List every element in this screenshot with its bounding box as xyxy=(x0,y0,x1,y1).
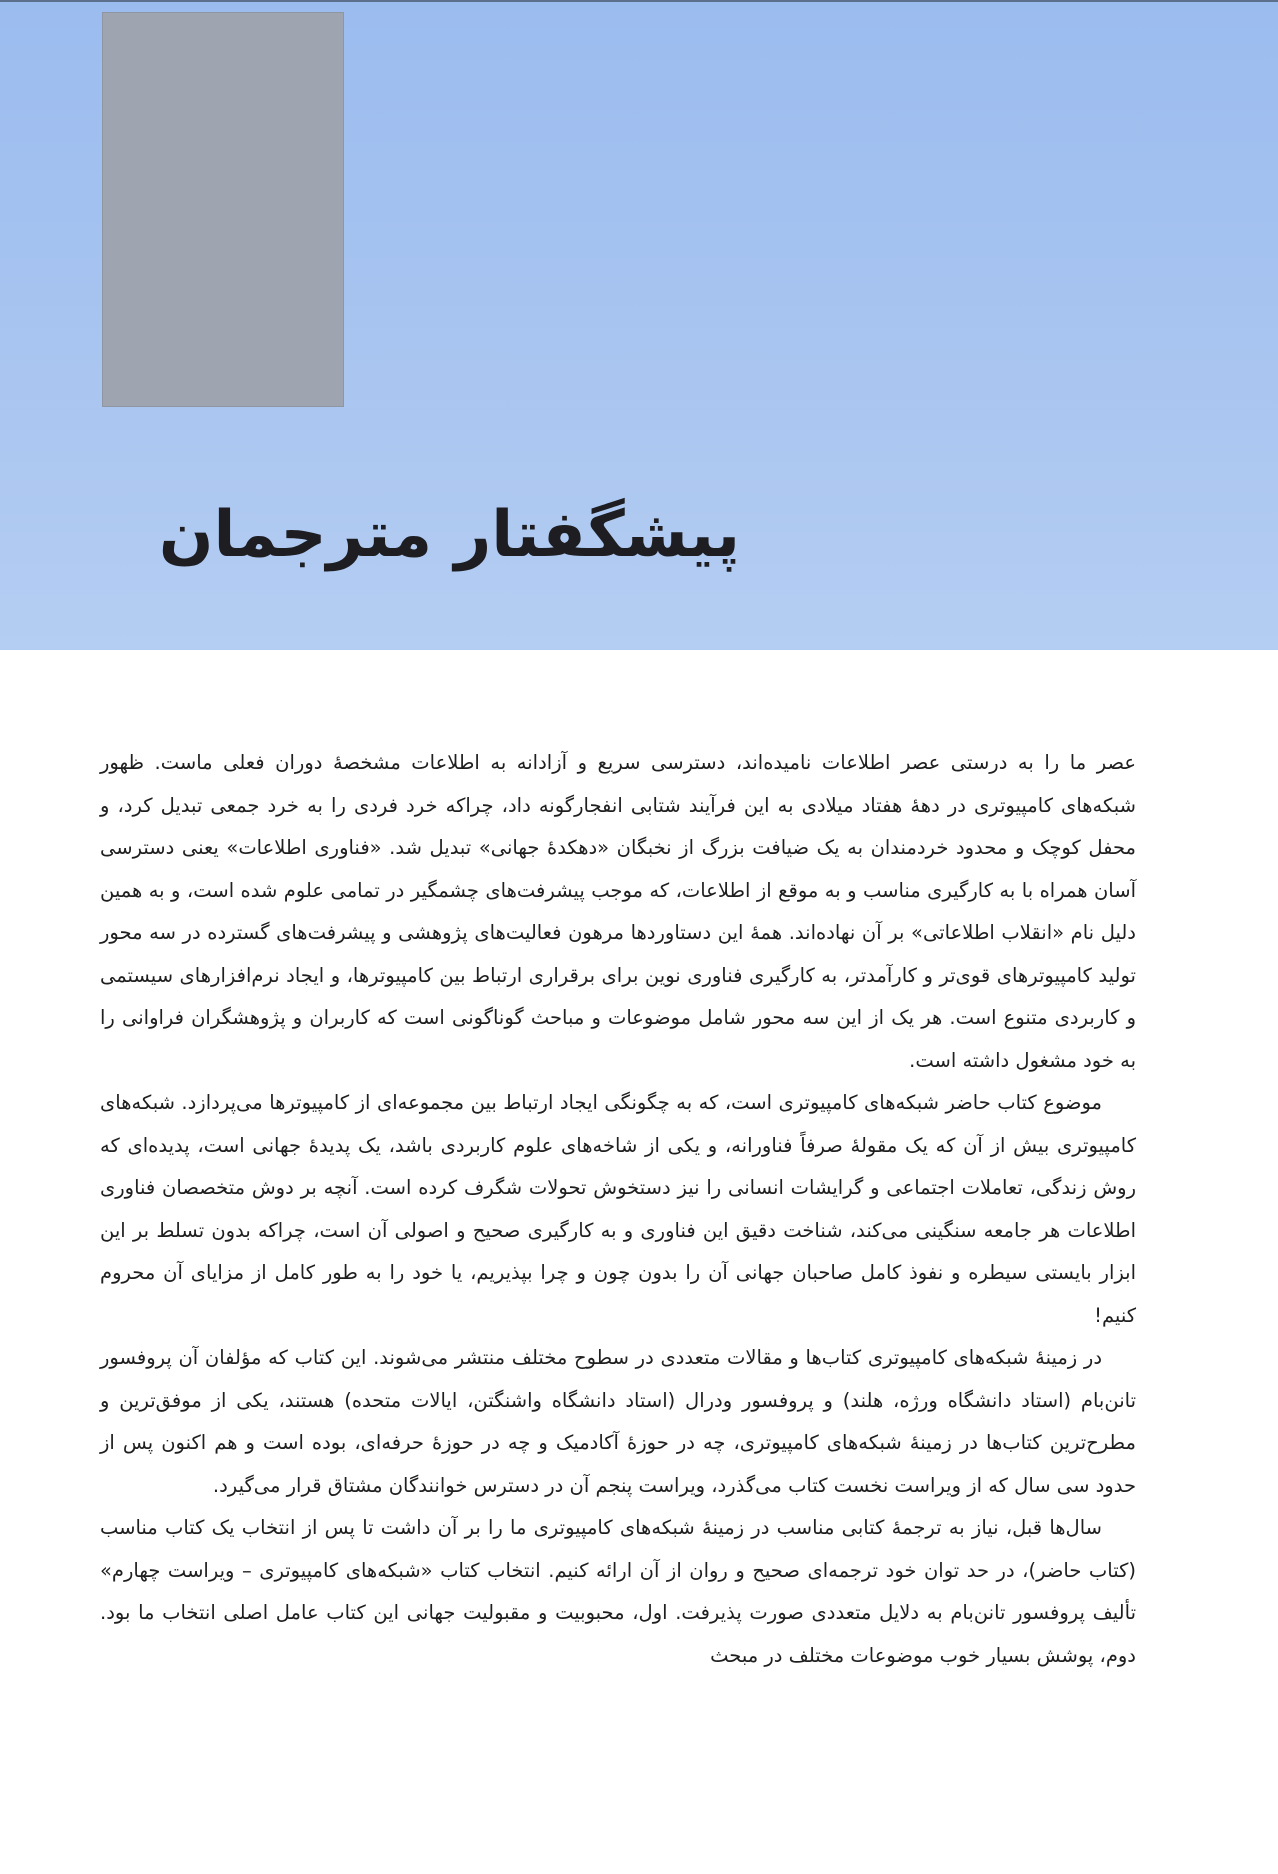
chapter-title: پیشگفتار مترجمان xyxy=(158,498,740,572)
paragraph-1: عصر ما را به درستی عصر اطلاعات نامیده‌اند، دسترسی سریع و آزادانه به اطلاعات مشخصهٔ دوران فعلی ماست. ظهور شبکه‌های کامپیوتری در دههٔ هفتاد میلادی به این فرآیند شتابی انفجارگونه داد، چراکه خرد فردی را به خرد جمعی تبدیل کرد، و محفل کوچک و محدود خردمندان به یک ضیافت بزرگ از نخبگان «دهکدهٔ جهانی» تبدیل شد. «فناوری اطلاعات» یعنی دسترسی آسان همراه با به کارگیری مناسب و به موقع از اطلاعات، که موجب پیشرفت‌های چشمگیر در تمامی علوم شده است، و به همین دلیل نام «انقلاب اطلاعاتی» بر آن نهاده‌اند. همهٔ این دستاوردها مرهون فعالیت‌های پژوهشی و پیشرفت‌های گسترده در سه محور تولید کامپیوترهای قوی‌تر و کارآمدتر، به کارگیری فناوری نوین برای برقراری ارتباط بین کامپیوترها، و ایجاد نرم‌افزارهای سیستمی و کاربردی متنوع است. هر یک از این سه محور شامل موضوعات و مباحث گوناگونی است که کاربران و پژوهشگران فراوانی را به خود مشغول داشته است. xyxy=(100,751,1136,1072)
paragraph-4: سال‌ها قبل، نیاز به ترجمهٔ کتابی مناسب در زمینهٔ شبکه‌های کامپیوتری ما را بر آن داشت تا پس از انتخاب یک کتاب مناسب (کتاب حاضر)، در حد توان خود ترجمه‌ای صحیح و روان از آن ارائه کنیم. انتخاب کتاب «شبکه‌های کامپیوتری – ویراست چهارم» تألیف پروفسور تانن‌بام به دلایل متعددی صورت پذیرفت. اول، محبوبیت و مقبولیت جهانی این کتاب عامل اصلی انتخاب ما بود. دوم، پوشش بسیار خوب موضوعات مختلف در مبحث xyxy=(100,1516,1136,1667)
decorative-gray-block xyxy=(102,12,344,407)
paragraph-2: موضوع کتاب حاضر شبکه‌های کامپیوتری است، که به چگونگی ایجاد ارتباط بین مجموعه‌ای از کامپیوترها می‌پردازد. شبکه‌های کامپیوتری بیش از آن که یک مقولهٔ صرفاً فناورانه، و یکی از شاخه‌های علوم کاربردی باشد، یک پدیدهٔ جهانی است، پدیده‌ای که روش زندگی، تعاملات اجتماعی و گرایشات انسانی را نیز دستخوش تحولات شگرف کرده است. آنچه بر دوش متخصصان فناوری اطلاعات هر جامعه سنگینی می‌کند، شناخت دقیق این فناوری و به کارگیری صحیح و اصولی آن است، چراکه بدون تسلط بر این ابزار بایستی سیطره و نفوذ کامل صاحبان جهانی آن را بدون چون و چرا بپذیریم، یا خود را به طور کامل از مزایای آن محروم کنیم! xyxy=(100,1091,1136,1327)
chapter-header-band xyxy=(0,0,1278,650)
paragraph-3: در زمینهٔ شبکه‌های کامپیوتری کتاب‌ها و مقالات متعددی در سطوح مختلف منتشر می‌شوند. این کتاب که مؤلفان آن پروفسور تانن‌بام (استاد دانشگاه ورژه، هلند) و پروفسور ودرال (استاد دانشگاه واشنگتن، ایالات متحده) هستند، یکی از موفق‌ترین و مطرح‌ترین کتاب‌ها در زمینهٔ شبکه‌های کامپیوتری، چه در حوزهٔ آکادمیک و چه در حوزهٔ حرفه‌ای، بوده است و هم اکنون پس از حدود سی سال که از ویراست نخست کتاب می‌گذرد، ویراست پنجم آن در دسترس خوانندگان مشتاق قرار می‌گیرد. xyxy=(100,1346,1136,1497)
body-text xyxy=(100,742,1136,1677)
